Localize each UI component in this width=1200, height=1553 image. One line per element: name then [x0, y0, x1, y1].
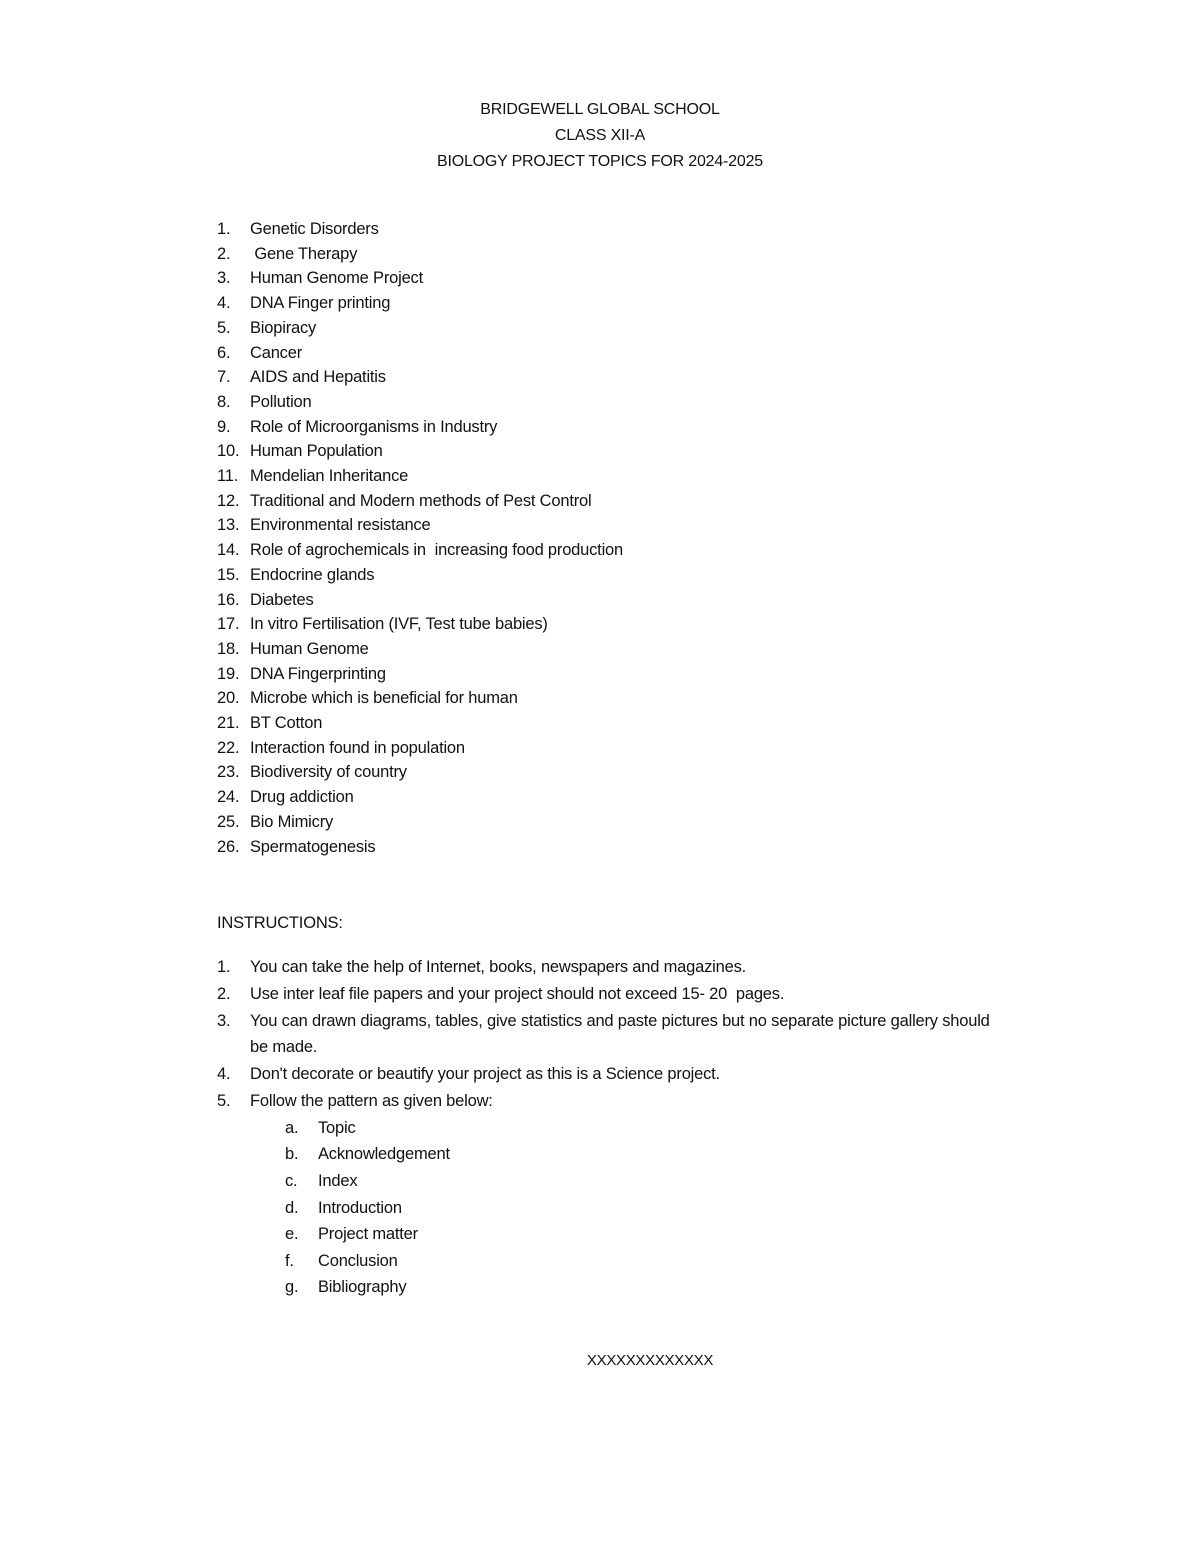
list-item: [217, 217, 623, 242]
item-text: Use inter leaf file papers and your project should not exceed 15- 20 pages.: [250, 984, 785, 1003]
list-item: [217, 785, 623, 810]
item-text: Genetic Disorders: [250, 220, 379, 238]
list-item: [217, 341, 623, 366]
item-number: 2.: [217, 244, 231, 263]
item-number: 4.: [217, 294, 231, 313]
list-item: [217, 1008, 1017, 1062]
list-item: [217, 1088, 1017, 1115]
item-number: 15.: [217, 565, 240, 584]
item-number: 22.: [217, 738, 240, 757]
instructions-list: [217, 954, 1017, 1301]
item-number: 11.: [217, 467, 239, 486]
item-text: Topic: [318, 1118, 356, 1137]
list-item: [217, 588, 623, 613]
item-text: Conclusion: [318, 1251, 398, 1270]
list-item: [217, 464, 623, 489]
instructions-heading: INSTRUCTIONS:: [217, 914, 343, 932]
item-number: 14.: [217, 541, 240, 560]
item-number: 17.: [217, 615, 240, 634]
footer-mark: XXXXXXXXXXXXX: [586, 1352, 714, 1369]
list-item: [217, 662, 623, 687]
item-text: Biopiracy: [250, 318, 317, 337]
item-number: 6.: [217, 343, 231, 362]
item-number: 7.: [217, 368, 231, 387]
item-text: AIDS and Hepatitis: [250, 368, 386, 387]
item-number: 3.: [217, 1011, 231, 1030]
item-text: Drug addiction: [250, 788, 354, 807]
item-number: 13.: [217, 516, 240, 535]
item-letter: c.: [285, 1171, 298, 1190]
school-name: BRIDGEWELL GLOBAL SCHOOL: [480, 101, 720, 118]
list-item: [285, 1248, 1017, 1275]
list-item: [217, 981, 1017, 1008]
item-letter: e.: [285, 1225, 299, 1244]
item-text: DNA Finger printing: [250, 294, 391, 313]
item-letter: d.: [285, 1198, 299, 1217]
list-item: [285, 1141, 1017, 1168]
pattern-container: [217, 1115, 1017, 1301]
item-number: 24.: [217, 788, 240, 807]
item-text: Microbe which is beneficial for human: [250, 689, 518, 708]
list-item: [217, 513, 623, 538]
item-text: Human Population: [250, 442, 383, 461]
item-letter: g.: [285, 1278, 299, 1297]
item-text: Role of agrochemicals in increasing food production: [250, 541, 623, 560]
item-number: 5.: [217, 318, 231, 337]
list-item: [217, 291, 623, 316]
topics-list: [217, 217, 623, 859]
item-text: Diabetes: [250, 590, 314, 609]
item-number: 1.: [217, 220, 231, 238]
list-item: [217, 612, 623, 637]
document-header: [0, 97, 1200, 175]
list-item: [217, 954, 1017, 981]
list-item: [217, 736, 623, 761]
document-title: BIOLOGY PROJECT TOPICS FOR 2024-2025: [437, 153, 763, 170]
class-name: CLASS XII-A: [554, 127, 646, 144]
list-item: [217, 266, 623, 291]
item-number: 3.: [217, 269, 231, 288]
item-number: 18.: [217, 639, 240, 658]
item-text: Human Genome: [250, 639, 369, 658]
item-letter: b.: [285, 1145, 299, 1164]
item-number: 12.: [217, 491, 240, 510]
item-number: 1.: [217, 958, 231, 976]
list-item: [217, 760, 623, 785]
item-number: 21.: [217, 714, 240, 733]
list-item: [285, 1221, 1017, 1248]
item-number: 25.: [217, 812, 240, 831]
item-text: You can take the help of Internet, books, newspapers and magazines.: [250, 958, 746, 976]
list-item: [285, 1195, 1017, 1222]
item-text: Spermatogenesis: [250, 837, 376, 856]
item-text: Bio Mimicry: [250, 812, 334, 831]
item-number: 19.: [217, 664, 240, 683]
list-item: [285, 1115, 1017, 1142]
item-text: Gene Therapy: [250, 244, 358, 263]
item-text: Mendelian Inheritance: [250, 467, 409, 486]
item-number: 23.: [217, 763, 240, 782]
item-text: Project matter: [318, 1225, 418, 1244]
list-item: [217, 563, 623, 588]
list-item: [217, 686, 623, 711]
item-letter: a.: [285, 1118, 299, 1137]
item-number: 10.: [217, 442, 240, 461]
item-letter: f.: [285, 1251, 294, 1270]
item-number: 8.: [217, 392, 231, 411]
item-text: Acknowledgement: [318, 1145, 450, 1164]
item-text: Bibliography: [318, 1278, 407, 1297]
item-text: Biodiversity of country: [250, 763, 407, 782]
list-item: [217, 415, 623, 440]
item-text: Traditional and Modern methods of Pest Control: [250, 491, 592, 510]
item-text: Follow the pattern as given below:: [250, 1091, 493, 1110]
list-item: [217, 1061, 1017, 1088]
item-text: Role of Microorganisms in Industry: [250, 417, 498, 436]
list-item: [217, 316, 623, 341]
list-item: [217, 810, 623, 835]
list-item: [217, 439, 623, 464]
list-item: [285, 1274, 1017, 1301]
item-text: Cancer: [250, 343, 302, 362]
item-text: DNA Fingerprinting: [250, 664, 386, 683]
list-item: [217, 637, 623, 662]
item-text: Introduction: [318, 1198, 402, 1217]
item-number: 4.: [217, 1065, 231, 1084]
item-text: You can drawn diagrams, tables, give statistics and paste pictures but no separate picture gallery should be made.: [250, 1011, 990, 1057]
pattern-list: [217, 1115, 1017, 1301]
list-item: [217, 538, 623, 563]
item-text: BT Cotton: [250, 714, 323, 733]
item-text: Pollution: [250, 392, 312, 411]
item-text: Don't decorate or beautify your project as this is a Science project.: [250, 1065, 720, 1084]
list-item: [217, 489, 623, 514]
item-number: 9.: [217, 417, 231, 436]
list-item: [217, 242, 623, 267]
item-number: 26.: [217, 837, 240, 856]
item-text: Interaction found in population: [250, 738, 465, 757]
item-number: 20.: [217, 689, 240, 708]
item-number: 16.: [217, 590, 240, 609]
item-text: In vitro Fertilisation (IVF, Test tube babies): [250, 615, 548, 634]
list-item: [217, 835, 623, 860]
list-item: [217, 365, 623, 390]
item-text: Human Genome Project: [250, 269, 423, 288]
item-number: 5.: [217, 1091, 231, 1110]
list-item: [217, 711, 623, 736]
item-text: Index: [318, 1171, 358, 1190]
item-text: Endocrine glands: [250, 565, 375, 584]
item-text: Environmental resistance: [250, 516, 431, 535]
item-number: 2.: [217, 984, 231, 1003]
list-item: [285, 1168, 1017, 1195]
list-item: [217, 390, 623, 415]
